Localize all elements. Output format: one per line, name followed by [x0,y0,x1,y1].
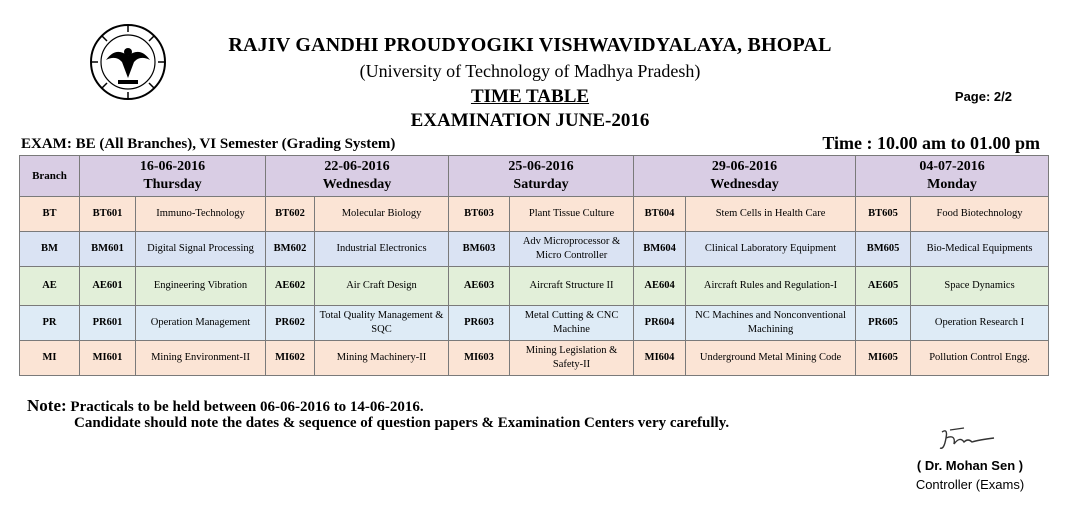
subject-name: Space Dynamics [911,267,1049,306]
paper-code: MI602 [266,341,315,376]
paper-code: MI601 [80,341,136,376]
date-header [266,156,449,197]
day-text: Saturday [513,177,569,192]
paper-code: PR605 [856,306,911,341]
subject-name: Operation Management [136,306,266,341]
paper-code: BM603 [449,232,510,267]
table-row [20,341,1049,376]
paper-code: MI603 [449,341,510,376]
university-subtitle: (University of Technology of Madhya Pradesh) [359,61,701,81]
paper-code: BM602 [266,232,315,267]
paper-code: MI604 [634,341,686,376]
exam-description: EXAM: BE (All Branches), VI Semester (Grading System) [21,136,396,152]
paper-code: PR603 [449,306,510,341]
subject-name: Plant Tissue Culture [510,197,634,232]
page-number: Page: 2/2 [954,89,1012,104]
subject-name: Air Craft Design [315,267,449,306]
subject-name: Digital Signal Processing [136,232,266,267]
timetable-header-row [20,156,1049,197]
paper-code: BT601 [80,197,136,232]
subject-name: Bio-Medical Equipments [911,232,1049,267]
subject-name: Pollution Control Engg. [911,341,1049,376]
subject-name: Metal Cutting & CNC Machine [510,306,634,341]
date-text: 04-07-2016 [919,159,985,174]
branch-cell: BT [20,197,80,232]
subject-name: Industrial Electronics [315,232,449,267]
controller-title: Controller (Exams) [915,477,1025,492]
subject-name: Clinical Laboratory Equipment [686,232,856,267]
paper-code: BT602 [266,197,315,232]
subject-name: Operation Research I [911,306,1049,341]
timetable [19,155,1049,376]
date-header [856,156,1049,197]
subject-name: Aircraft Rules and Regulation-I [686,267,856,306]
subject-name: Mining Machinery-II [315,341,449,376]
paper-code: BT604 [634,197,686,232]
subject-name: Engineering Vibration [136,267,266,306]
paper-code: AE602 [266,267,315,306]
branch-cell: AE [20,267,80,306]
paper-code: BT605 [856,197,911,232]
day-text: Thursday [143,177,202,192]
university-logo-icon [88,22,168,102]
note-practicals: Practicals to be held between 06-06-2016 to 14-06-2016. [70,399,424,415]
note-label: Note: [27,396,67,415]
paper-code: AE604 [634,267,686,306]
university-name: RAJIV GANDHI PROUDYOGIKI VISHWAVIDYALAYA, BHOPAL [228,34,832,56]
branch-cell: PR [20,306,80,341]
subject-name: Aircraft Structure II [510,267,634,306]
paper-code: AE601 [80,267,136,306]
paper-code: BM605 [856,232,911,267]
subject-name: Food Biotechnology [911,197,1049,232]
branch-header: Branch [20,156,80,197]
date-text: 25-06-2016 [508,159,574,174]
date-header [634,156,856,197]
day-text: Monday [927,177,977,192]
table-row [20,267,1049,306]
note-line-1 [27,396,424,416]
paper-code: BM604 [634,232,686,267]
paper-code: AE603 [449,267,510,306]
day-text: Wednesday [710,177,779,192]
date-text: 16-06-2016 [139,159,206,174]
date-text: 22-06-2016 [324,159,390,174]
paper-code: AE605 [856,267,911,306]
branch-cell: BM [20,232,80,267]
subject-name: NC Machines and Nonconventional Machining [686,306,856,341]
subject-name: Immuno-Technology [136,197,266,232]
signature-icon [934,424,1004,456]
subject-name: Adv Microprocessor & Micro Controller [510,232,634,267]
branch-cell: MI [20,341,80,376]
subject-name: Underground Metal Mining Code [686,341,856,376]
paper-code: PR602 [266,306,315,341]
paper-code: BT603 [449,197,510,232]
paper-code: PR601 [80,306,136,341]
controller-name: ( Dr. Mohan Sen ) [916,458,1024,473]
subject-name: Stem Cells in Health Care [686,197,856,232]
paper-code: PR604 [634,306,686,341]
table-row [20,306,1049,341]
date-header [449,156,634,197]
subject-name: Molecular Biology [315,197,449,232]
date-text: 29-06-2016 [711,159,778,174]
paper-code: BM601 [80,232,136,267]
table-row [20,232,1049,267]
date-header [80,156,266,197]
exam-session: EXAMINATION JUNE-2016 [410,110,650,131]
subject-name: Mining Environment-II [136,341,266,376]
subject-name: Mining Legislation & Safety-II [510,341,634,376]
day-text: Wednesday [322,177,392,192]
document-title: TIME TABLE [470,86,590,107]
paper-code: MI605 [856,341,911,376]
note-line-2: Candidate should note the dates & sequence of question papers & Examination Centers very carefully. [74,415,730,431]
table-row [20,197,1049,232]
exam-time: Time : 10.00 am to 01.00 pm [822,133,1040,153]
subject-name: Total Quality Management & SQC [315,306,449,341]
